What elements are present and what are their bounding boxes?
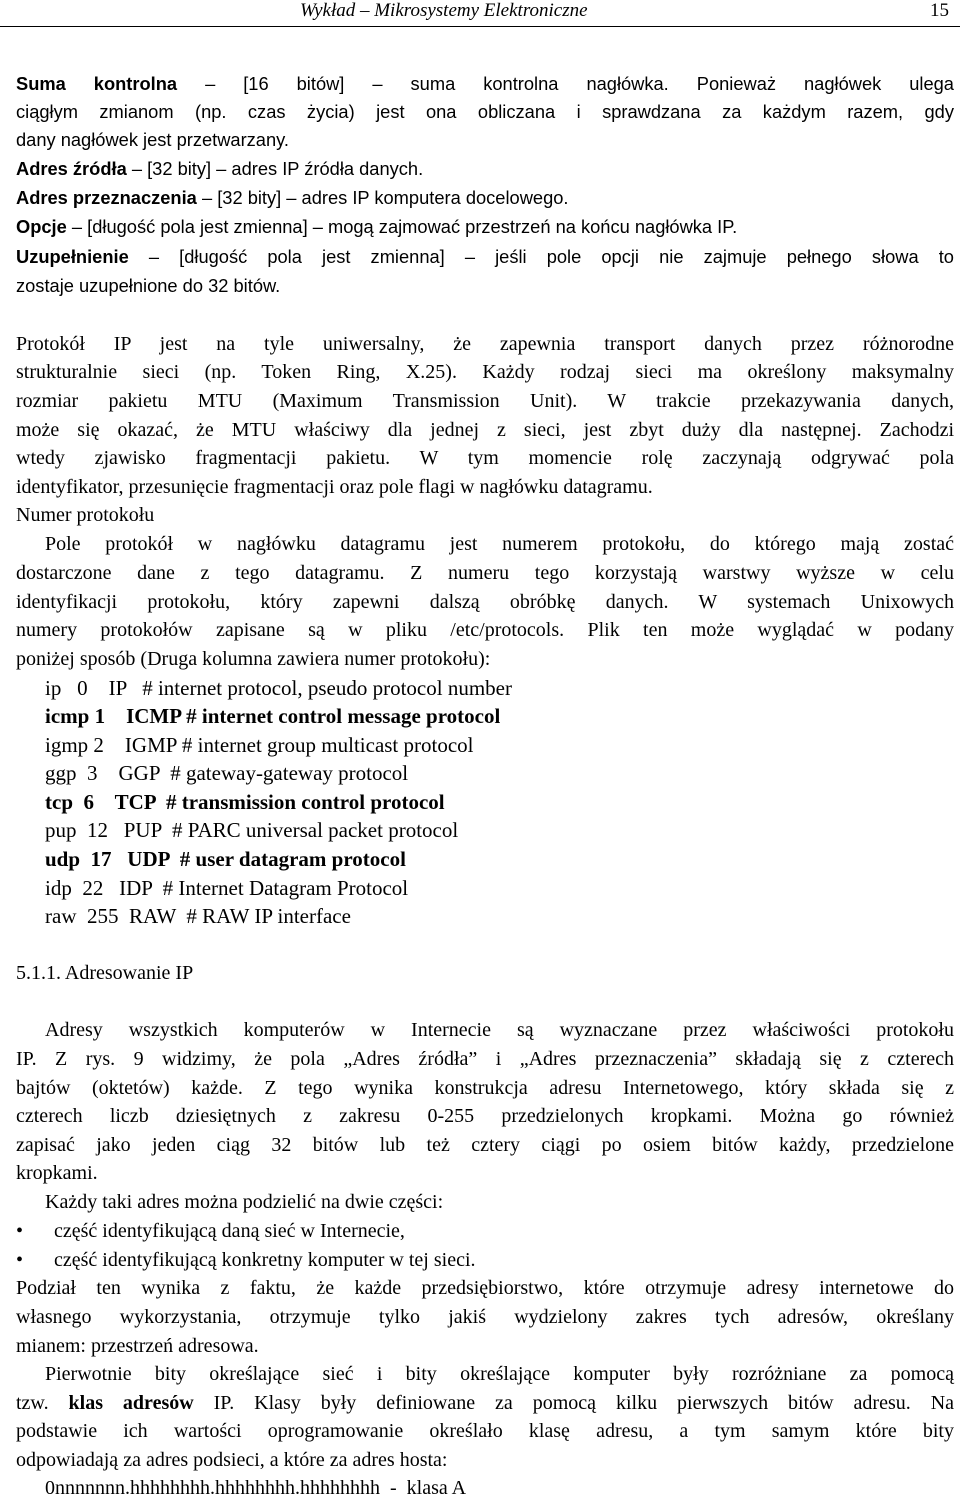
paragraph-line: Protokół IP jest na tyle uniwersalny, że zapewnia transport danych przez różnorodne (16, 333, 954, 355)
field-desc: – [długość pola jest zmienna] – mogą zajmować przestrzeń na końcu nagłówka IP. (71, 216, 738, 237)
paragraph-line: dostarczone dane z tego datagramu. Z numeru tego korzystają warstwy wyższe w celu (16, 562, 954, 584)
section-heading: 5.1.1. Adresowanie IP (16, 962, 194, 984)
paragraph-line: identyfikacji protokołu, który zapewni dalszą obróbkę danych. W systemach Unixowych (16, 591, 954, 613)
field-desc: – [16 bitów] – suma kontrolna nagłówka. Ponieważ nagłówek ulega (205, 73, 954, 94)
paragraph-line: Pole protokół w nagłówku datagramu jest numerem protokołu, do którego mają zostać (45, 533, 954, 555)
field-desc: – [32 bity] – adres IP źródła danych. (131, 158, 424, 179)
field-term: Adres źródła (16, 158, 127, 179)
paragraph-line: zapisać jako jeden ciąg 32 bitów lub też cztery ciągi po osiem bitów każdy, przedzielone (16, 1134, 954, 1156)
field-adres-zrodla (16, 155, 423, 183)
protocol-entry: tcp 6 TCP # transmission control protocol (45, 790, 445, 814)
protocol-entry: ip 0 IP # internet protocol, pseudo protocol number (45, 676, 512, 700)
protocol-entry: udp 17 UDP # user datagram protocol (45, 847, 406, 871)
field-desc: – [32 bity] – adres IP komputera docelowego. (201, 187, 569, 208)
paragraph-line: Adresy wszystkich komputerów w Internecie są wyznaczane przez właściwości protokołu (45, 1019, 954, 1041)
field-term: Suma kontrolna (16, 73, 178, 94)
paragraph-line (16, 1389, 954, 1417)
field-desc-line: ciągłym zmianom (np. czas życia) jest ona obliczana i sprawdzana za każdym razem, gdy (16, 101, 954, 122)
paragraph-line: strukturalnie sieci (np. Token Ring, X.25). Każdy rodzaj sieci ma określony maksymalny (16, 361, 954, 383)
field-adres-przeznaczenia (16, 184, 568, 212)
paragraph-line: bajtów (oktetów) każde. Z tego wynika konstrukcja adresu Internetowego, który składa się z (16, 1077, 954, 1099)
paragraph-line: poniżej sposób (Druga kolumna zawiera numer protokołu): (16, 648, 491, 670)
paragraph-line: własnego wykorzystania, otrzymuje tylko jakiś wydzielony zakres tych adresów, określany (16, 1306, 954, 1328)
protocol-entry: igmp 2 IGMP # internet group multicast protocol (45, 733, 474, 757)
field-term: Opcje (16, 216, 67, 237)
paragraph-line: Pierwotnie bity określające sieć i bity określające komputer były rozróżniane za pomocą (45, 1363, 954, 1385)
field-desc: – [długość pola jest zmienna] – jeśli pole opcji nie zajmuje pełnego słowa to (148, 246, 954, 267)
protocol-entry: idp 22 IDP # Internet Datagram Protocol (45, 876, 409, 900)
protocol-entry: ggp 3 GGP # gateway-gateway protocol (45, 761, 409, 785)
paragraph-line: odpowiadają za adres podsieci, a które za adres hosta: (16, 1449, 448, 1471)
protocol-entry: icmp 1 ICMP # internet control message protocol (45, 704, 501, 728)
field-term: Uzupełnienie (16, 246, 129, 267)
field-uzupelnienie (16, 243, 954, 271)
field-suma-kontrolna (16, 70, 954, 98)
term-klas-adresow: klas adresów (68, 1392, 194, 1414)
paragraph-line: Podział ten wynika z faktu, że każde przedsiębiorstwo, które otrzymuje adresy internetowe do (16, 1277, 954, 1299)
page-number: 15 (930, 0, 949, 21)
bullet-text: część identyfikującą daną sieć w Internecie, (54, 1220, 405, 1242)
text-fragment: IP. Klasy były definiowane za pomocą kilku pierwszych bitów adresu. Na (213, 1392, 955, 1414)
class-a-line: 0nnnnnnn.hhhhhhhh.hhhhhhhh.hhhhhhhh - klasa A (45, 1477, 467, 1499)
paragraph-line: może się okazać, że MTU właściwy dla jednej z sieci, jest zbyt duży dla następnej. Zachodzi (16, 419, 954, 441)
paragraph-line: mianem: przestrzeń adresowa. (16, 1335, 259, 1357)
paragraph-line: rozmiar pakietu MTU (Maximum Transmission Unit). W trakcie przekazywania danych, (16, 390, 954, 412)
protocol-entry: pup 12 PUP # PARC universal packet protocol (45, 818, 459, 842)
header-title: Wykład – Mikrosystemy Elektroniczne (300, 0, 588, 21)
bullet-text: część identyfikującą konkretny komputer w tej sieci. (54, 1249, 476, 1271)
field-desc-line: zostaje uzupełnione do 32 bitów. (16, 275, 281, 296)
page-header (0, 0, 960, 27)
paragraph-line: kropkami. (16, 1162, 98, 1184)
bullet-icon: • (16, 1249, 24, 1271)
field-term: Adres przeznaczenia (16, 187, 197, 208)
paragraph-line: IP. Z rys. 9 widzimy, że pola „Adres źródła” i „Adres przeznaczenia” składają się z czterech (16, 1048, 954, 1070)
paragraph-line: czterech liczb dziesiętnych z zakresu 0-255 przedzielonych kropkami. Można go również (16, 1105, 954, 1127)
field-opcje (16, 213, 737, 241)
bullet-list-item (16, 1217, 405, 1245)
protocol-entry: raw 255 RAW # RAW IP interface (45, 904, 351, 928)
bullet-list-item (16, 1246, 476, 1274)
paragraph-line: wtedy zjawisko fragmentacji pakietu. W tym momencie rolę zaczynają odgrywać pola (16, 447, 954, 469)
paragraph-line: podstawie ich wartości oprogramowanie określało klasę adresu, a tym samym które bity (16, 1420, 954, 1442)
parts-intro: Każdy taki adres można podzielić na dwie części: (45, 1191, 444, 1213)
paragraph-line: numery protokołów zapisane są w pliku /etc/protocols. Plik ten może wyglądać w podany (16, 619, 954, 641)
text-fragment: tzw. (16, 1392, 49, 1414)
paragraph-line: identyfikator, przesunięcie fragmentacji oraz pole flagi w nagłówku datagramu. (16, 476, 653, 498)
subheading-numer-protokolu: Numer protokołu (16, 504, 155, 526)
bullet-icon: • (16, 1220, 24, 1242)
field-desc-line: dany nagłówek jest przetwarzany. (16, 129, 290, 150)
